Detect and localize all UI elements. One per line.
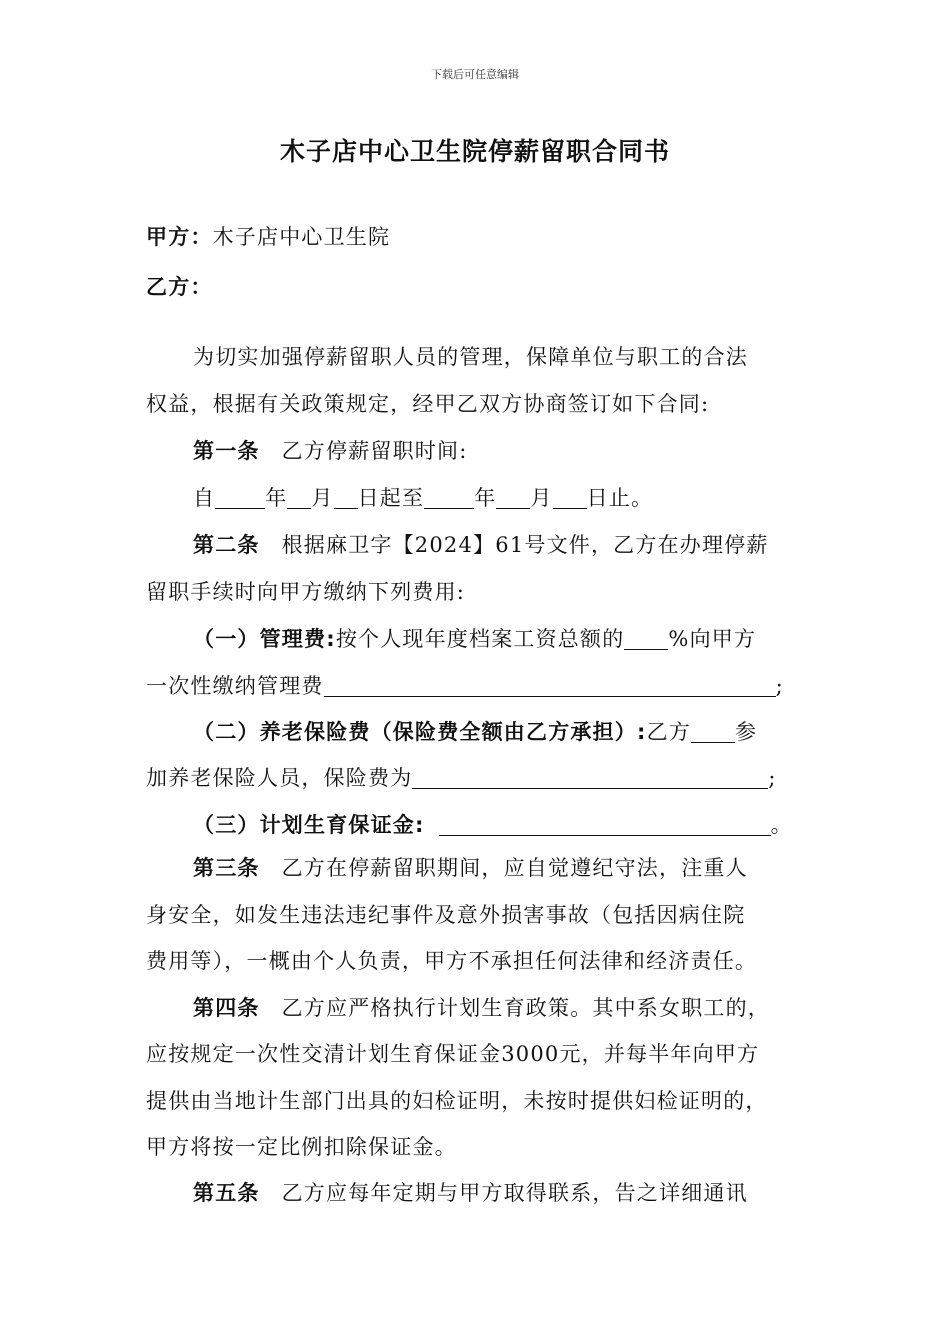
fee-2-line-2 — [146, 763, 826, 793]
end-year-blank[interactable] — [424, 486, 474, 509]
end-day-blank[interactable] — [553, 486, 587, 509]
article-1-heading: 第一条 — [193, 439, 260, 463]
start-year-blank[interactable] — [215, 486, 265, 509]
article-4-line-4: 甲方将按一定比例扣除保证金。 — [146, 1135, 457, 1159]
document-title: 木子店中心卫生院停薪留职合同书 — [279, 137, 670, 166]
article-3-line-1 — [193, 853, 833, 883]
party-a-label: 甲方： — [146, 225, 213, 249]
article-4-text: 乙方应严格执行计划生育政策。其中系女职工的， — [281, 996, 771, 1020]
party-a-line — [146, 222, 826, 252]
fee-1-heading: （一）管理费: — [193, 627, 336, 651]
fee-3-heading: （三）计划生育保证金: — [193, 813, 425, 837]
article-3-text: 乙方在停薪留职期间，应自觉遵纪守法，注重人 — [281, 856, 748, 880]
date-text-end: 日止。 — [586, 486, 654, 510]
article-3-line-2: 身安全，如发生违法违纪事件及意外损害事故（包括因病住院 — [146, 903, 746, 927]
management-fee-blank[interactable] — [324, 674, 776, 697]
date-text-from: 自 — [193, 486, 216, 510]
article-3-line-3: 费用等），一概由个人负责，甲方不承担任何法律和经济责任。 — [146, 949, 758, 973]
article-2-text: 根据麻卫字【2024】61号文件，乙方在办理停薪 — [281, 533, 769, 557]
article-4-line-3: 提供由当地计生部门出具的妇检证明，未按时提供妇检证明的， — [146, 1089, 768, 1113]
fee-1-line-1 — [193, 624, 833, 654]
party-b-label: 乙方： — [146, 275, 213, 299]
fee-3-line — [193, 810, 833, 840]
article-4-line-2: 应按规定一次性交清计划生育保证金3000元，并每半年向甲方 — [146, 1042, 760, 1066]
term-date-line — [193, 483, 833, 513]
article-2-line-1 — [193, 530, 833, 560]
fee-1-end: ; — [775, 674, 784, 698]
fee-percent-blank[interactable] — [624, 627, 668, 650]
start-month-blank[interactable] — [287, 486, 311, 509]
article-1-line — [193, 436, 833, 466]
end-month-blank[interactable] — [496, 486, 530, 509]
family-planning-deposit-blank[interactable] — [439, 813, 771, 836]
article-5-text: 乙方应每年定期与甲方取得联系，告之详细通讯 — [281, 1181, 748, 1205]
article-1-text: 乙方停薪留职时间: — [281, 439, 468, 463]
fee-1-text-b: %向甲方 — [668, 627, 757, 651]
date-text-month-2: 月 — [530, 486, 553, 510]
article-5-line-1 — [193, 1178, 833, 1208]
fee-1-text-a: 按个人现年度档案工资总额的 — [335, 627, 625, 651]
party-a-name: 木子店中心卫生院 — [212, 225, 391, 249]
header-note: 下载后可任意编辑 — [431, 68, 519, 81]
fee-2-line-1 — [193, 717, 833, 747]
pension-fee-blank[interactable] — [412, 766, 768, 789]
article-2-line-2: 留职手续时向甲方缴纳下列费用: — [146, 580, 466, 604]
intro-line-1: 为切实加强停薪留职人员的管理，保障单位与职工的合法 — [193, 345, 748, 369]
date-text-year-2: 年 — [474, 486, 497, 510]
fee-1-line-2-text: 一次性缴纳管理费 — [146, 674, 324, 698]
article-4-heading: 第四条 — [193, 996, 260, 1020]
fee-3-end: 。 — [770, 813, 793, 837]
date-text-month: 月 — [311, 486, 334, 510]
fee-2-heading: （二）养老保险费（保险费全额由乙方承担）: — [193, 720, 647, 744]
fee-1-line-2 — [146, 671, 826, 701]
start-day-blank[interactable] — [334, 486, 358, 509]
article-4-line-1 — [193, 993, 833, 1023]
date-text-year: 年 — [265, 486, 288, 510]
party-b-line — [146, 272, 826, 302]
date-text-until: 日起至 — [357, 486, 425, 510]
fee-2-end: ; — [768, 766, 777, 790]
fee-2-text-b: 参 — [735, 720, 758, 744]
article-2-heading: 第二条 — [193, 533, 260, 557]
fee-2-text-a: 乙方 — [646, 720, 692, 744]
article-5-heading: 第五条 — [193, 1181, 260, 1205]
fee-2-line-2-text: 加养老保险人员，保险费为 — [146, 766, 413, 790]
intro-line-2: 权益，根据有关政策规定，经甲乙双方协商签订如下合同: — [146, 392, 710, 416]
pension-participation-blank[interactable] — [691, 720, 735, 743]
article-3-heading: 第三条 — [193, 856, 260, 880]
